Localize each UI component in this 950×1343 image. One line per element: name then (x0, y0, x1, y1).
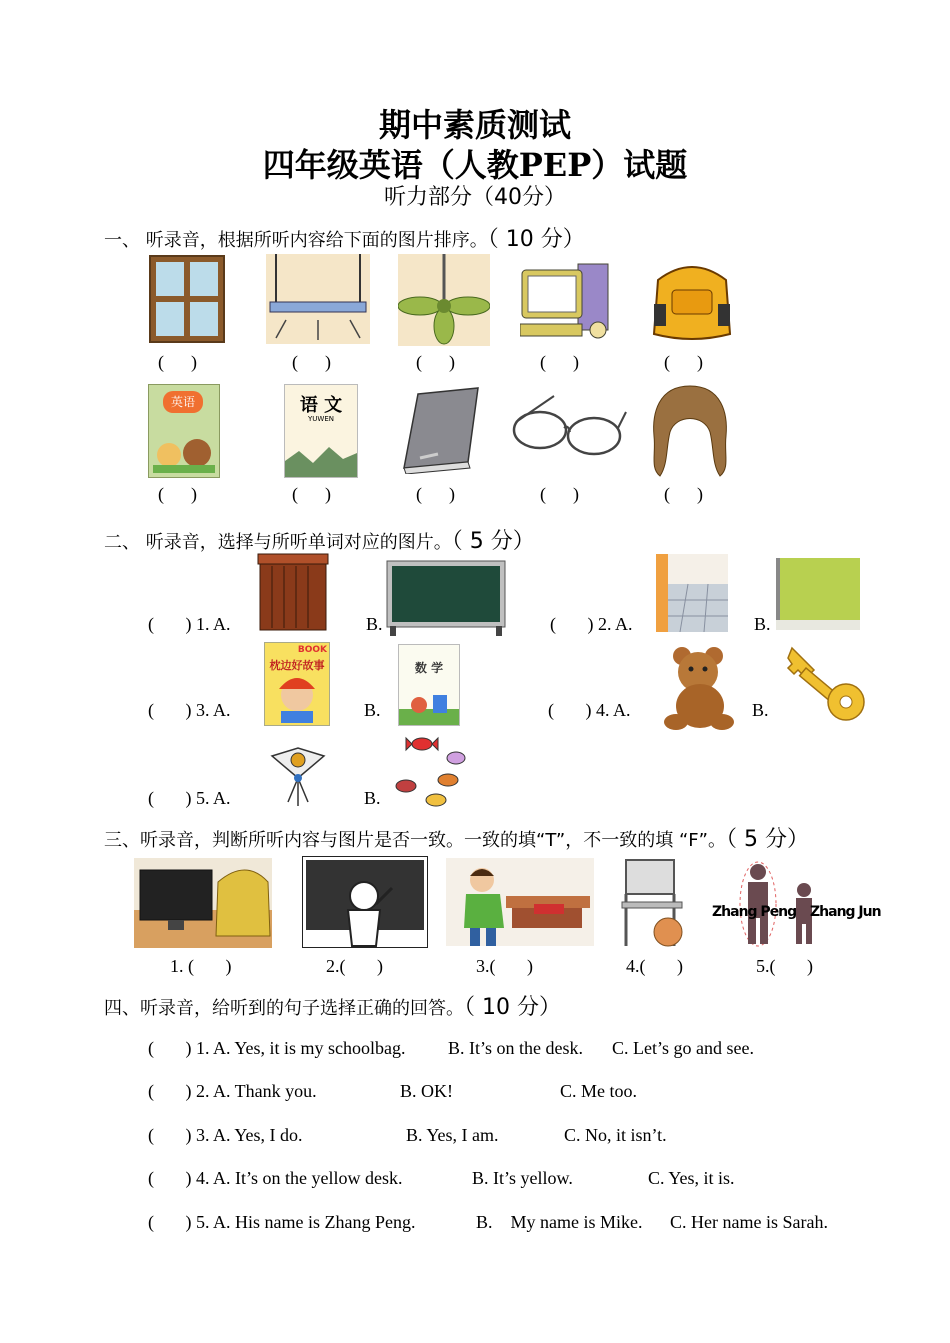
math-book-picture (398, 644, 460, 726)
glasses-picture (510, 392, 628, 462)
section-2-heading (104, 524, 535, 555)
section-2-points: （ 5 分） (451, 529, 535, 554)
wall-picture (776, 558, 860, 630)
name-zhang-jun: Zhang Jun (810, 904, 881, 920)
s4-q5-a: ( ) 5. A. His name is Zhang Peng. (148, 1212, 416, 1232)
blank-1-6[interactable]: ( ) (158, 484, 197, 504)
page-subtitle: 四年级英语（人教PEP）试题 (262, 146, 688, 184)
chinese-book-title: 语 文 (299, 395, 343, 416)
name-zhang-peng: Zhang Peng (712, 904, 797, 920)
s2-q1-prefix: ( ) 1. A. (148, 614, 231, 634)
s4-q3-c: C. No, it isn’t. (564, 1125, 667, 1145)
section-1-label: 一、 听录音，根据所听内容给下面的图片排序。 (104, 230, 488, 251)
section-4-label: 四、听录音，给听到的句子选择正确的回答。 (104, 998, 464, 1019)
section-1-points: （ 10 分） (487, 227, 585, 252)
light-picture (266, 254, 370, 344)
s4-q3-b: B. Yes, I am. (406, 1125, 499, 1145)
blank-1-3[interactable]: ( ) (416, 352, 455, 372)
s2-q4-prefix: ( ) 4. A. (548, 700, 631, 720)
chinese-book-picture (284, 384, 358, 478)
storybook-title: 枕边好故事 (269, 659, 325, 672)
s4-q1-a: ( ) 1. A. Yes, it is my schoolbag. (148, 1038, 406, 1058)
s4-q5-b: B. My name is Mike. (476, 1212, 643, 1232)
blackboard-picture (386, 560, 506, 636)
chair-and-ball-picture (616, 858, 692, 948)
boy-at-desk-picture (446, 858, 594, 946)
s2-q2-b: B. (754, 614, 771, 634)
s2-q3-b: B. (364, 700, 381, 720)
s4-q2-b: B. OK! (400, 1081, 453, 1101)
section-4-heading (104, 990, 561, 1021)
blank-1-1[interactable]: ( ) (158, 352, 197, 372)
blank-1-9[interactable]: ( ) (540, 484, 579, 504)
blank-1-2[interactable]: ( ) (292, 352, 331, 372)
s2-q5-b: B. (364, 788, 381, 808)
s3-answer-4[interactable]: 4.( ) (626, 956, 683, 976)
blank-1-5[interactable]: ( ) (664, 352, 703, 372)
s2-q4-b: B. (752, 700, 769, 720)
blank-1-4[interactable]: ( ) (540, 352, 579, 372)
section-3-heading (104, 822, 809, 853)
s3-answer-5[interactable]: 5.( ) (756, 956, 813, 976)
notebook-picture (398, 384, 486, 474)
s2-q2-prefix: ( ) 2. A. (550, 614, 633, 634)
s4-q1-b: B. It’s on the desk. (448, 1038, 583, 1058)
section-3-points: （ 5 分） (725, 827, 809, 852)
window-picture (148, 254, 226, 344)
s4-q4-b: B. It’s yellow. (472, 1168, 573, 1188)
s4-q4-a: ( ) 4. A. It’s on the yellow desk. (148, 1168, 403, 1188)
section-4-points: （ 10 分） (464, 995, 561, 1020)
kite-picture (264, 744, 332, 810)
storybook-label: BOOK (297, 645, 327, 655)
teddy-bear-picture (660, 644, 740, 732)
s3-answer-2[interactable]: 2.( ) (326, 956, 383, 976)
zhang-peng-zhang-jun-picture (712, 858, 881, 948)
s2-q1-b: B. (366, 614, 383, 634)
computer-picture (520, 260, 612, 344)
blank-1-8[interactable]: ( ) (416, 484, 455, 504)
key-picture (784, 644, 868, 724)
english-book-picture (148, 384, 220, 478)
listening-part-heading: 听力部分（40分） (384, 185, 566, 210)
s2-q5-prefix: ( ) 5. A. (148, 788, 231, 808)
s4-q4-c: C. Yes, it is. (648, 1168, 735, 1188)
computer-and-bag-picture (134, 858, 272, 948)
blank-1-7[interactable]: ( ) (292, 484, 331, 504)
section-3-label: 三、听录音，判断所听内容与图片是否一致。一致的填“T”，不一致的填 “F”。 (104, 830, 726, 851)
schoolbag-picture (646, 260, 738, 342)
candy-picture (388, 736, 476, 810)
s4-q1-c: C. Let’s go and see. (612, 1038, 754, 1058)
hair-picture (648, 384, 732, 478)
section-2-label: 二、 听录音，选择与所听单词对应的图片。 (104, 532, 452, 553)
floor-picture (656, 554, 728, 632)
s4-q2-a: ( ) 2. A. Thank you. (148, 1081, 317, 1101)
s3-answer-1[interactable]: 1. ( ) (170, 956, 232, 976)
page-title: 期中素质测试 (378, 106, 571, 144)
desk-picture (256, 552, 330, 632)
s4-q3-a: ( ) 3. A. Yes, I do. (148, 1125, 303, 1145)
section-1-heading (104, 222, 585, 253)
fan-picture (398, 254, 490, 346)
s3-answer-3[interactable]: 3.( ) (476, 956, 533, 976)
blank-1-10[interactable]: ( ) (664, 484, 703, 504)
chinese-book-pinyin: YUWEN (308, 415, 334, 423)
storybook-picture (264, 642, 330, 726)
math-book-title: 数 学 (414, 661, 444, 675)
english-book-title: 英语 (163, 391, 203, 413)
s2-q3-prefix: ( ) 3. A. (148, 700, 231, 720)
girl-at-board-picture (302, 856, 428, 948)
s4-q2-c: C. Me too. (560, 1081, 638, 1101)
s4-q5-c: C. Her name is Sarah. (670, 1212, 828, 1232)
